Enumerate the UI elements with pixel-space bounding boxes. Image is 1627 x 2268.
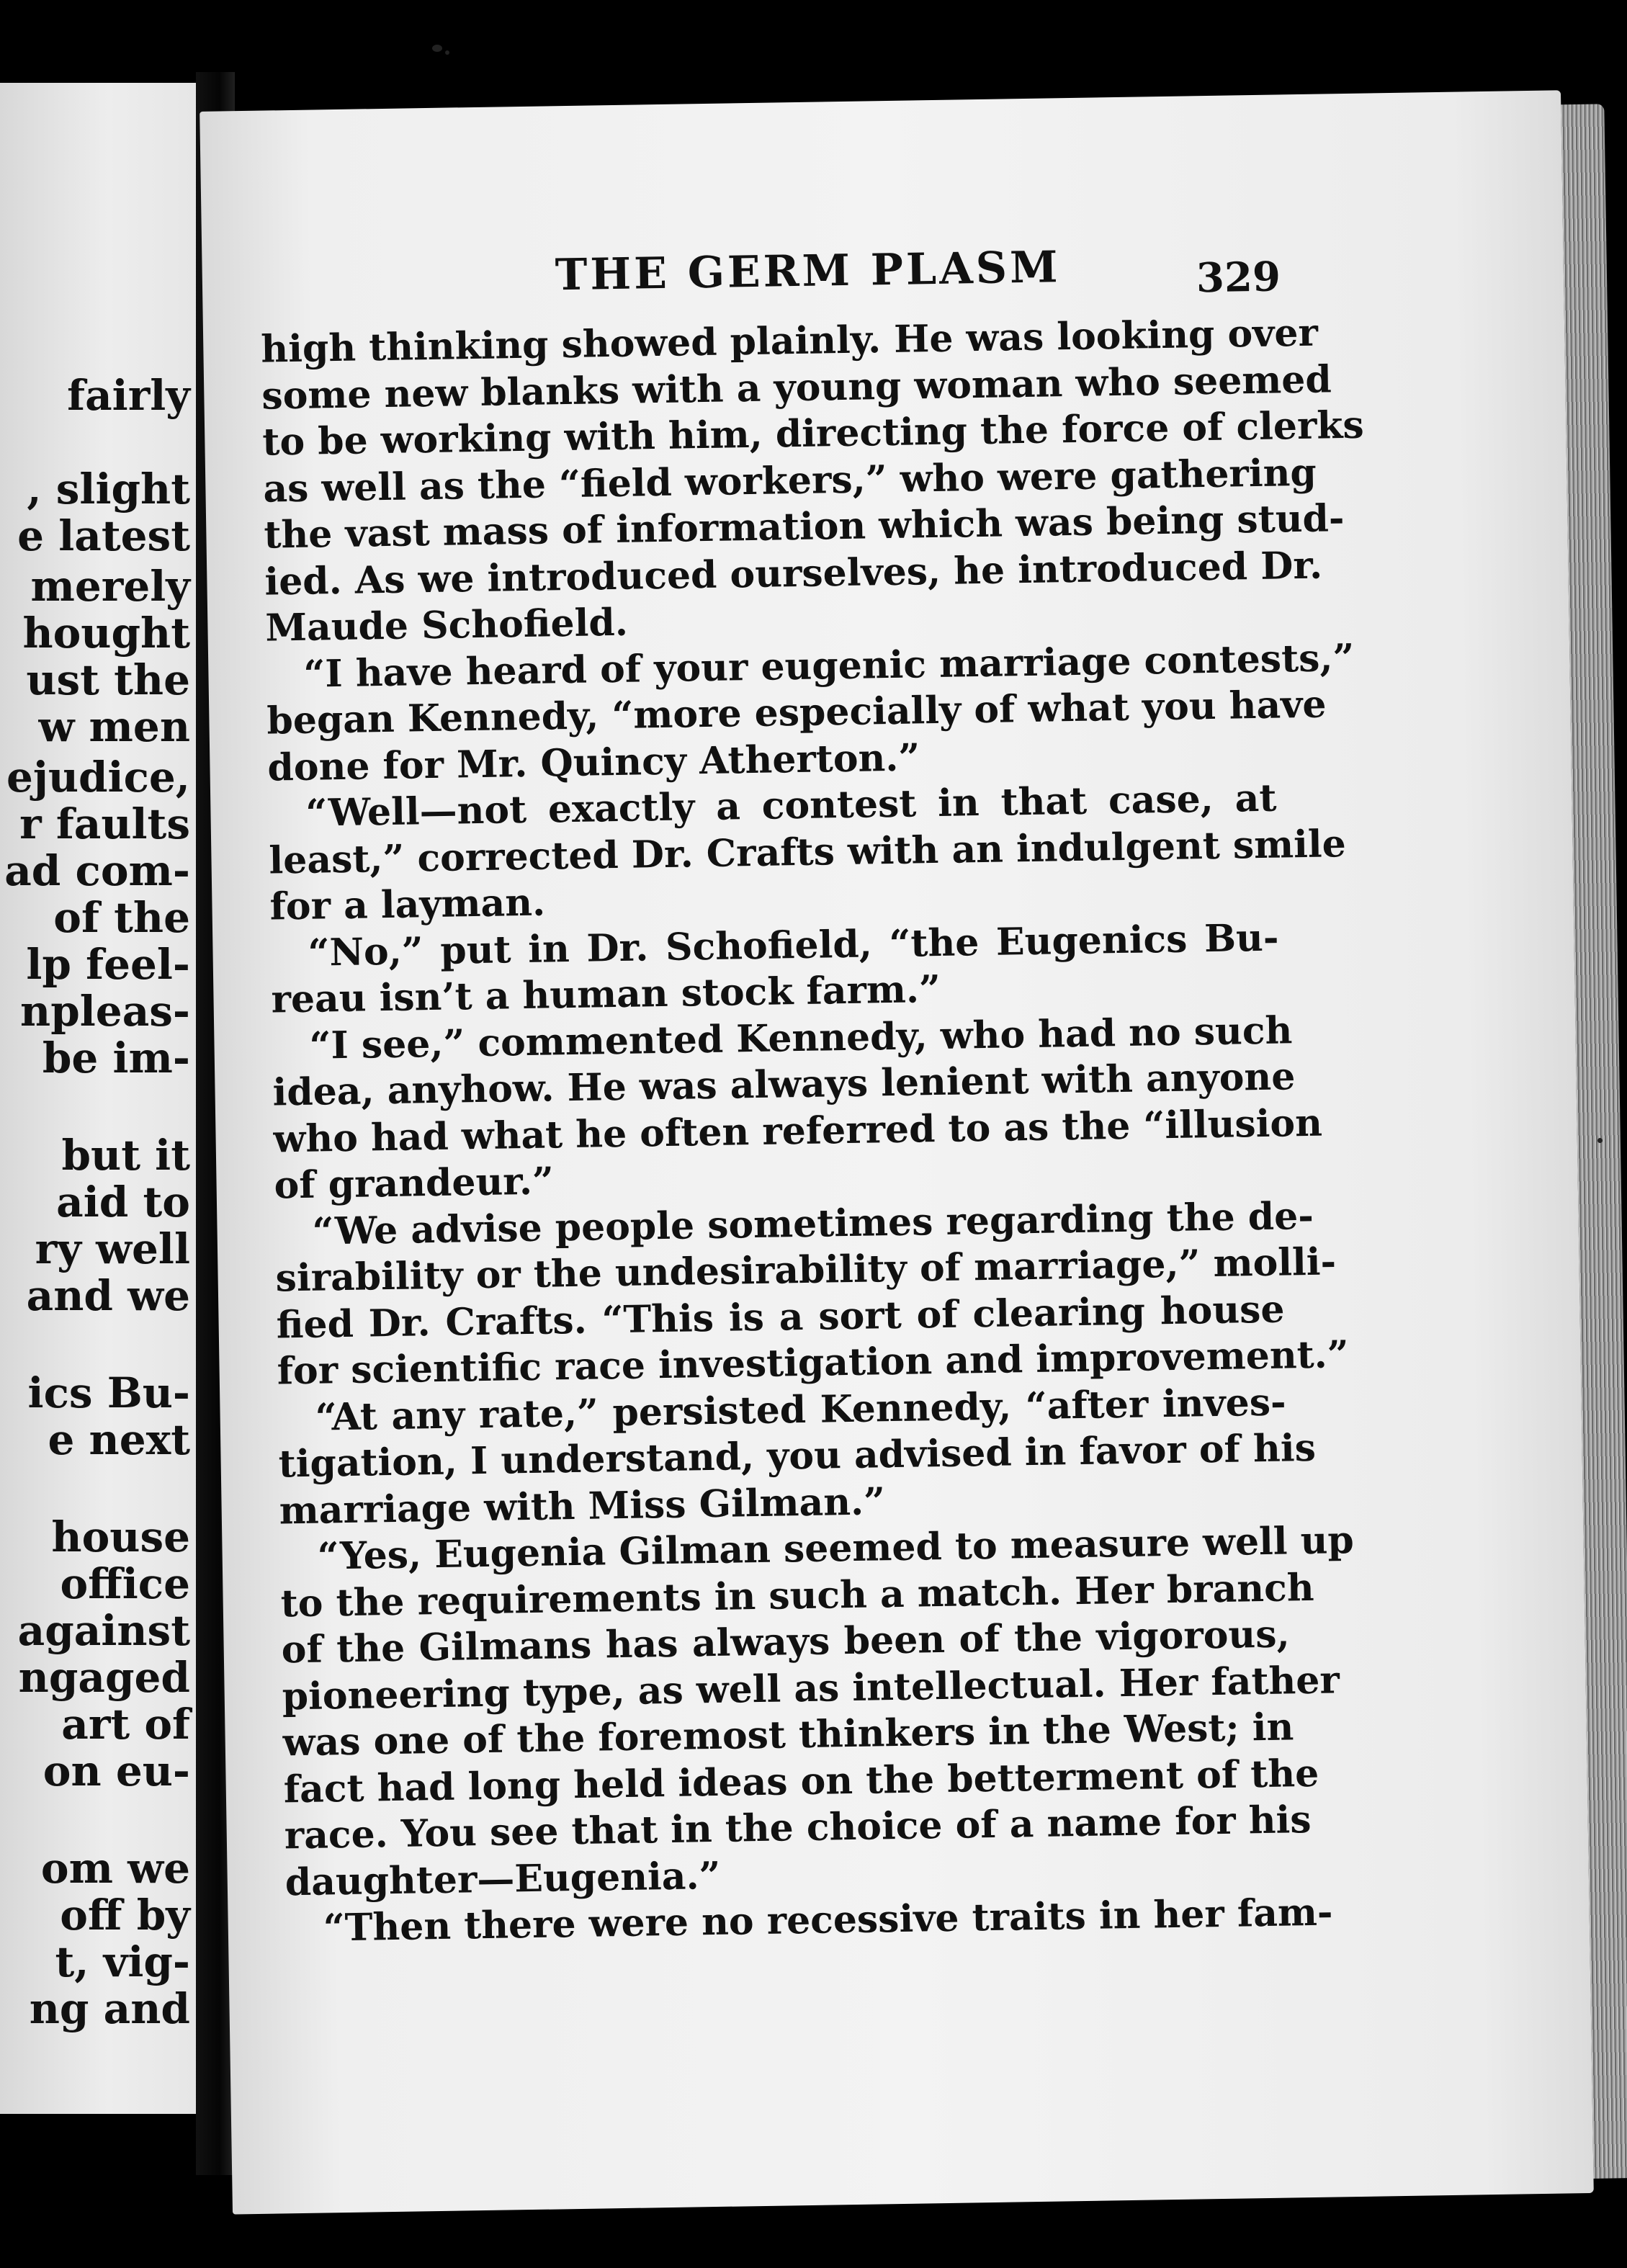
text-line: “I have heard of your eugenic marriage contests,” xyxy=(302,635,1355,696)
text-line: sirability or the undesirability of marriage,” molli- xyxy=(275,1240,1337,1301)
text-line: least,” corrected Dr. Crafts with an indulgent smile xyxy=(269,821,1347,883)
left-facing-page xyxy=(0,83,196,2114)
text-line: for a layman. xyxy=(269,880,546,929)
left-page-fragment: ry well xyxy=(35,1224,190,1273)
text-line: race. You see that in the choice of a name for his xyxy=(284,1797,1312,1858)
left-page-fragment: against xyxy=(17,1606,190,1655)
left-page-fragment: and we xyxy=(26,1271,190,1320)
left-page-fragment: ust the xyxy=(26,655,190,704)
left-page-fragment: npleas- xyxy=(20,987,190,1036)
dust-speck xyxy=(445,50,449,55)
text-line: “Then there were no recessive traits in her fam- xyxy=(323,1890,1333,1950)
text-line: was one of the foremost thinkers in the West; in xyxy=(282,1705,1294,1765)
left-page-fragment: but it xyxy=(61,1131,190,1180)
text-line: tigation, I understand, you advised in favor of his xyxy=(278,1425,1317,1487)
left-page-fragment: lp feel- xyxy=(26,940,190,989)
left-page-fragment: ics Bu- xyxy=(27,1368,190,1417)
left-page-fragment: ng and xyxy=(29,1984,190,2033)
left-page-fragment: om we xyxy=(40,1844,190,1893)
right-page xyxy=(200,90,1594,2214)
left-page-fragment: , slight xyxy=(27,465,190,514)
running-head: THE GERM PLASM xyxy=(555,242,1061,301)
left-page-fragment: on eu- xyxy=(42,1747,190,1796)
left-page-fragment: of the xyxy=(53,893,190,942)
text-line: as well as the “field workers,” who were gathering xyxy=(262,450,1317,511)
text-line: high thinking showed plainly. He was looking over xyxy=(260,310,1319,372)
text-line: reau isn’t a human stock farm.” xyxy=(271,967,941,1022)
text-line: began Kennedy, “more especially of what you have xyxy=(266,682,1327,743)
text-line: some new blanks with a young woman who seemed xyxy=(261,357,1332,418)
left-page-fragment: e next xyxy=(48,1415,190,1464)
left-page-fragment: off by xyxy=(60,1891,190,1940)
dust-speck xyxy=(1597,1138,1603,1143)
text-line: Maude Schofield. xyxy=(264,600,629,650)
dust-speck xyxy=(432,45,442,52)
text-line: for scientific race investigation and improvement.” xyxy=(277,1332,1350,1394)
text-line: “Well—not exactly a contest in that case, at xyxy=(305,776,1277,835)
text-line: of grandeur.” xyxy=(274,1159,555,1208)
body-text xyxy=(260,310,1365,1953)
text-line: “We advise people sometimes regarding the de- xyxy=(312,1193,1314,1254)
text-line: “I see,” commented Kennedy, who had no such xyxy=(309,1008,1293,1068)
left-page-fragment: ejudice, xyxy=(6,753,190,802)
left-page-fragment: be im- xyxy=(42,1034,190,1083)
text-line: idea, anyhow. He was always lenient with anyone xyxy=(272,1054,1296,1115)
left-page-fragment: merely xyxy=(30,562,190,611)
text-line: to be working with him, directing the force of clerks xyxy=(261,403,1365,465)
text-line: “No,” put in Dr. Schofield, “the Eugenics Bu- xyxy=(308,915,1279,975)
left-page-fragment: t, vig- xyxy=(55,1937,190,1986)
left-page-fragment: office xyxy=(60,1559,190,1608)
text-line: pioneering type, as well as intellectual. Her father xyxy=(282,1657,1340,1718)
text-line: “At any rate,” persisted Kennedy, “after inves- xyxy=(315,1379,1286,1440)
text-line: the vast mass of information which was being stud- xyxy=(263,496,1345,557)
left-page-fragment: house xyxy=(51,1512,190,1561)
page-number: 329 xyxy=(1196,253,1281,302)
left-page-fragment: e latest xyxy=(17,511,190,560)
text-line: to the requirements in such a match. Her branch xyxy=(280,1565,1315,1626)
left-page-fragment: r faults xyxy=(19,799,190,848)
text-line: marriage with Miss Gilman.” xyxy=(279,1479,886,1533)
left-page-fragment: ad com- xyxy=(4,846,190,895)
text-line: done for Mr. Quincy Atherton.” xyxy=(267,735,920,790)
text-line: ied. As we introduced ourselves, he introduced Dr. xyxy=(264,543,1323,604)
text-line: daughter—Eugenia.” xyxy=(284,1853,721,1904)
left-page-fragment: w men xyxy=(38,702,190,751)
text-line: fied Dr. Crafts. “This is a sort of clearing house xyxy=(276,1286,1285,1347)
text-line: fact had long held ideas on the betterment of the xyxy=(283,1751,1319,1811)
text-line: “Yes, Eugenia Gilman seemed to measure well up xyxy=(317,1518,1355,1579)
left-page-fragment: art of xyxy=(61,1700,190,1749)
left-page-fragment: aid to xyxy=(56,1178,190,1227)
left-page-fragment: fairly xyxy=(67,371,190,420)
right-page-wrapper xyxy=(200,90,1587,2214)
text-line: who had what he often referred to as the “illusion xyxy=(273,1101,1323,1162)
left-page-fragment: hought xyxy=(22,609,190,658)
text-line: of the Gilmans has always been of the vigorous, xyxy=(281,1612,1291,1672)
left-page-fragment: ngaged xyxy=(18,1653,190,1702)
